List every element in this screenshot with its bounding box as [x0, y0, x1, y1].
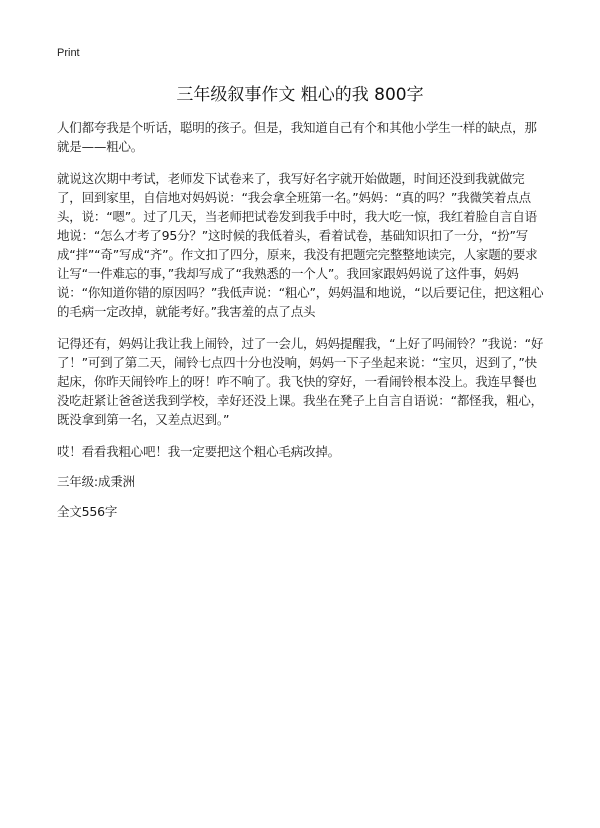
article-paragraph: 记得还有，妈妈让我让我上闹铃，过了一会儿，妈妈提醒我，“上好了吗闹铃？”我说：“好了！”可到了第二天，闹铃七点四十分也没响，妈妈一下子坐起来说：“宝贝，迟到了，”快起床，你昨天闹铃咋上的呀！咋不响了。我飞快的穿好，一看闹铃根本没上。我连早餐也没吃赶紧让爸爸送我到学校，幸好还没上课。我坐在凳子上自言自语说：“都怪我，粗心，既没拿到第一名，又差点迟到。”	[57, 336, 544, 427]
article-paragraph: 人们都夸我是个听话，聪明的孩子。但是，我知道自己有个和其他小学生一样的缺点，那就是——粗心。	[57, 120, 537, 154]
article-body	[57, 118, 547, 532]
word-count: 全文556字	[57, 504, 118, 519]
print-link[interactable]: Print	[57, 47, 80, 59]
page-title: 三年级叙事作文 粗心的我 800字	[176, 85, 424, 105]
author-line: 三年级:成秉洲	[57, 474, 135, 489]
article-paragraph: 就说这次期中考试，老师发下试卷来了，我写好名字就开始做题，时间还没到我就做完了，回到家里，自信地对妈妈说：“我会拿全班第一名。”妈妈：“真的吗？”我微笑着点点头，说：“嗯”。过了几天，当老师把试卷发到我手中时，我大吃一惊，我红着脸自言自语地说：“怎么才考了95分？”这时候的我低着头，看着试卷，基础知识扣了一分，“扮”写成“拌”“奇”写成“齐”。作文扣了四分，原来，我没有把题完完整整地读完，人家题的要求让写“一件难忘的事，”我却写成了“我熟悉的一个人”。我回家跟妈妈说了这件事，妈妈说：“你知道你错的原因吗？”我低声说：“粗心”，妈妈温和地说，“以后要记住，把这粗心的毛病一定改掉，就能考好。”我害羞的点了点头	[57, 171, 544, 319]
article-paragraph: 哎！看看我粗心吧！我一定要把这个粗心毛病改掉。	[57, 444, 340, 459]
